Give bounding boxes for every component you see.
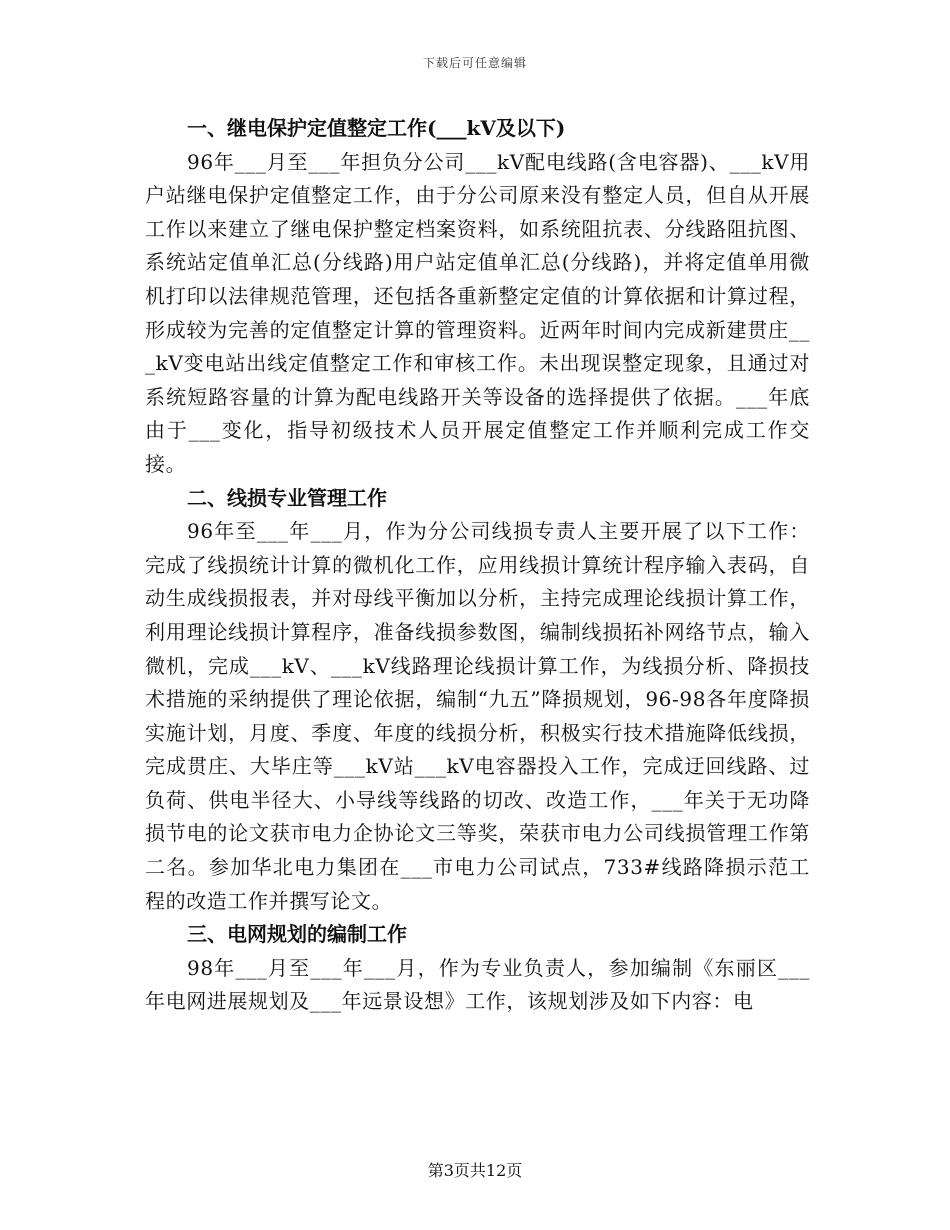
section-heading-line-loss: 二、线损专业管理工作 — [187, 485, 387, 510]
section-heading-grid-planning: 三、电网规划的编制工作 — [187, 922, 407, 947]
page-header-note: 下载后可任意编辑 — [422, 56, 527, 70]
section-paragraph-relay-protection: 96年___月至___年担负分公司___kV配电线路(含电容器)、___kV用户站继电保护定值整定工作，由于分公司原来没有整定人员，但自从开展工作以来建立了继电保护整定档案资料，如系统阻抗表、分线路阻抗图、系统站定值单汇总(分线路)用户站定值单汇总(分线路)，并将定值单用微机打印以法律规范管理，还包括各重新整定定值的计算依据和计算过程，形成较为完善的定值整定计算的管理资料。近两年时间内完成新建贯庄___kV变电站出线定值整定工作和审核工作。未出现误整定现象，且通过对系统短路容量的计算为配电线路开关等设备的选择提供了依据。___年底由于___变化，指导初级技术人员开展定值整定工作并顺利完成工作交接。 — [145, 149, 810, 476]
section-heading-relay-protection: 一、继电保护定值整定工作(___kV及以下) — [187, 116, 566, 140]
section-paragraph-grid-planning: 98年___月至___年___月，作为专业负责人，参加编制《东丽区___年电网进展规划及___年远景设想》工作，该规划涉及如下内容：电 — [145, 955, 810, 1014]
section-paragraph-line-loss: 96年至___年___月，作为分公司线损专责人主要开展了以下工作：完成了线损统计计算的微机化工作，应用线损计算统计程序输入表码，自动生成线损报表，并对母线平衡加以分析，主持完成理论线损计算工作，利用理论线损计算程序，准备线损参数图，编制线损拓补网络节点，输入微机，完成___kV、___kV线路理论线损计算工作，为线损分析、降损技术措施的采纳提供了理论依据，编制“九五”降损规划，96-98各年度降损实施计划，月度、季度、年度的线损分析，积极实行技术措施降低线损，完成贯庄、大毕庄等___kV站___kV电容器投入工作，完成迂回线路、过负荷、供电半径大、小导线等线路的切改、改造工作，___年关于无功降损节电的论文获市电力企协论文三等奖，荣获市电力公司线损管理工作第二名。参加华北电力集团在___市电力公司试点，733#线路降损示范工程的改造工作并撰写论文。 — [145, 519, 810, 913]
page-number: 第3页共12页 — [427, 1161, 523, 1180]
document-body — [145, 112, 810, 1019]
